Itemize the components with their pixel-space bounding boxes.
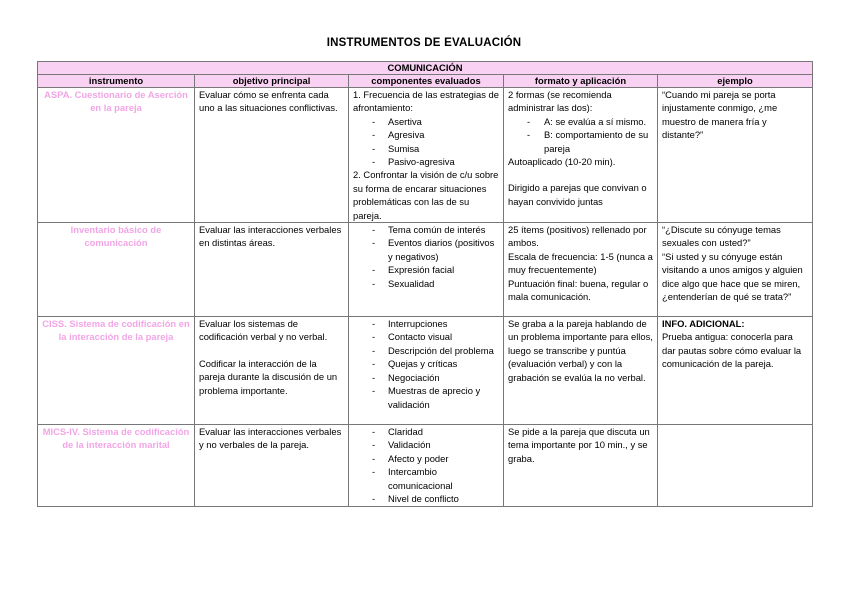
list-item: - Negociación [353,371,499,384]
instrument-name: MICS-IV. Sistema de codificación de la interacción marital [38,425,195,506]
list-item: - Afecto y poder [353,452,499,465]
components-cell [349,223,504,317]
table-row [38,317,813,425]
list-item: - B: comportamiento de su pareja [508,128,653,155]
page-title: INSTRUMENTOS DE EVALUACIÓN [326,37,522,49]
example-cell: INFO. ADICIONAL: Prueba antigua: conocerla para dar pautas sobre cómo evaluar la comunicación de la pareja. [658,317,813,425]
objective-cell: Evaluar cómo se enfrenta cada uno a las situaciones conflictivas. [195,88,349,223]
list-item: - Agresiva [353,128,499,141]
list-item: - Sexualidad [353,277,499,290]
header-row [38,75,813,88]
objective-cell: Evaluar las interacciones verbales en distintas áreas. [195,223,349,317]
list-item: - Intercambio comunicacional [353,465,499,492]
list-item: - Claridad [353,425,499,438]
list-item: - Sumisa [353,142,499,155]
list-item: - Eventos diarios (positivos y negativos) [353,236,499,263]
instrument-name: ASPA. Cuestionario de Aserción en la pareja [38,88,195,223]
list-item: - Validación [353,438,499,451]
instrument-name: CISS. Sistema de codificación en la interacción de la pareja [38,317,195,425]
components-cell: 1. Frecuencia de las estrategias de afrontamiento: - Asertiva - Agresiva - Sumisa - Pasivo-agresiva 2. Confrontar la visión de c/u sobre su forma de encarar situaciones problemáticas con las de su pareja. [349,88,504,223]
format-cell: 25 ítems (positivos) rellenado por ambos. Escala de frecuencia: 1-5 (nunca a muy frecuentemente) Puntuación final: buena, regular o mala comunicación. [504,223,658,317]
column-header: ejemplo [658,75,813,88]
example-cell: “¿Discute su cónyuge temas sexuales con usted?” “Si usted y su cónyuge están visitando a unos amigos y alguien dice algo que hace que se miren, ¿entenderían de qué se trata?” [658,223,813,317]
list-item: - Nivel de conflicto [353,492,499,505]
list-item: - A: se evalúa a sí mismo. [508,115,653,128]
format-cell: Se pide a la pareja que discuta un tema importante por 10 min., y se graba. [504,425,658,506]
table-row [38,88,813,223]
list-item: - Tema común de interés [353,223,499,236]
example-cell: “Cuando mi pareja se porta injustamente conmigo, ¿me muestro de manera fría y distante?” [658,88,813,223]
format-cell: 2 formas (se recomienda administrar las dos): - A: se evalúa a sí mismo. - B: comportamiento de su pareja Autoaplicado (10-20 min). Dirigido a parejas que convivan o hayan convivido juntas [504,88,658,223]
objective-cell: Evaluar los sistemas de codificación verbal y no verbal. Codificar la interacción de la pareja durante la discusión de un problema importante. [195,317,349,425]
list-item: - Expresión facial [353,263,499,276]
objective-cell: Evaluar las interacciones verbales y no verbales de la pareja. [195,425,349,506]
components-cell [349,317,504,425]
format-cell: Se graba a la pareja hablando de un problema importante para ellos, luego se transcribe y puntúa (evaluación verbal) y con la grabación se evalúa la no verbal. [504,317,658,425]
column-header: formato y aplicación [504,75,658,88]
list-item: - Descripción del problema [353,344,499,357]
example-cell [658,425,813,506]
evaluation-table [37,61,813,507]
list-item: - Quejas y críticas [353,357,499,370]
list-item: - Asertiva [353,115,499,128]
table-row [38,425,813,506]
list-item: - Muestras de aprecio y validación [353,384,499,411]
list-item: - Interrupciones [353,317,499,330]
list-item: - Pasivo-agresiva [353,155,499,168]
list-item: - Contacto visual [353,330,499,343]
column-header: instrumento [38,75,195,88]
section-row [38,62,813,75]
instrument-name: Inventario básico de comunicación [38,223,195,317]
info-heading: INFO. ADICIONAL: [662,318,745,330]
column-header: componentes evaluados [349,75,504,88]
table-row [38,223,813,317]
components-cell [349,425,504,506]
column-header: objetivo principal [195,75,349,88]
section-title: COMUNICACIÓN [38,62,813,75]
